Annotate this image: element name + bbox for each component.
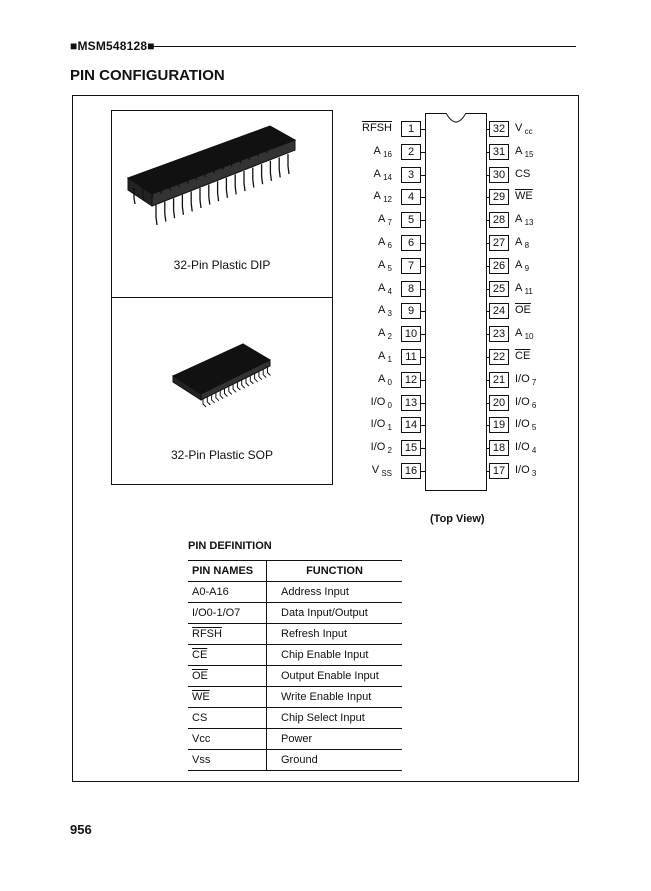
pin-name: V $_{cc}$ <box>515 122 533 137</box>
dip-lead <box>226 178 227 198</box>
sop-lead <box>203 399 206 407</box>
pin-name: A $_0$ <box>377 372 392 387</box>
sop-lead <box>237 382 240 390</box>
pin-name: A $_{12}$ <box>373 190 392 205</box>
dip-lead <box>156 205 157 225</box>
dip-lead <box>253 168 254 188</box>
square-bullet-icon: ■ <box>70 39 78 53</box>
dip-lead <box>218 181 219 201</box>
dip-lead <box>182 195 183 215</box>
pin-name: $\overline{OE}$ <box>515 304 531 317</box>
pin-name-cell: $\overline{CE}$ <box>188 645 267 666</box>
top-view-label: (Top View) <box>430 513 485 525</box>
pin-name: A $_{10}$ <box>515 327 534 342</box>
pin-number: 3 <box>401 167 421 183</box>
pin-number: 7 <box>401 258 421 274</box>
pin-number: 22 <box>489 349 509 365</box>
pin-lead <box>486 448 489 449</box>
pin-lead <box>421 289 425 290</box>
header-rule <box>150 46 576 47</box>
table-row <box>188 750 402 771</box>
dip-lead <box>200 188 201 208</box>
pin-name: I/O $_3$ <box>515 464 537 479</box>
function-cell: Chip Select Input <box>267 708 403 729</box>
dip-lead <box>165 202 166 222</box>
function-cell: Address Input <box>267 582 403 603</box>
function-cell: Write Enable Input <box>267 687 403 708</box>
pin-name-cell: CS <box>188 708 267 729</box>
pin-name: $\overline{CE}$ <box>515 350 531 362</box>
chip-body <box>425 113 487 491</box>
pin-lead <box>421 129 425 130</box>
table-row <box>188 666 402 687</box>
pin-lead <box>486 175 489 176</box>
dip-lead <box>209 185 210 205</box>
pin-number: 4 <box>401 189 421 205</box>
table-row <box>188 708 402 729</box>
dip-label: 32-Pin Plastic DIP <box>173 258 271 272</box>
pin-lead <box>486 129 489 130</box>
sop-lead <box>207 397 210 405</box>
pin-lead <box>421 175 425 176</box>
pin-number: 9 <box>401 303 421 319</box>
pin-name: A $_6$ <box>377 236 392 251</box>
pin-name: I/O $_7$ <box>515 372 537 387</box>
pin-name: I/O $_4$ <box>515 441 537 456</box>
pin-name: I/O $_2$ <box>370 441 392 456</box>
square-bullet-icon: ■ <box>147 39 155 53</box>
pin-number: 17 <box>489 463 509 479</box>
table-row <box>188 729 402 750</box>
pin-lead <box>421 243 425 244</box>
pin-name: A $_1$ <box>377 350 392 365</box>
pin-lead <box>486 220 489 221</box>
sop-lead <box>246 378 249 386</box>
pin-name: A $_{13}$ <box>515 213 534 228</box>
sop-lead <box>268 368 271 376</box>
sop-label: 32-Pin Plastic SOP <box>170 448 274 462</box>
pin-name: A $_{14}$ <box>373 167 392 182</box>
sop-package-image <box>165 338 285 413</box>
pin-number: 14 <box>401 417 421 433</box>
table-row <box>188 582 402 603</box>
pin-name-cell: RFSH <box>188 624 267 645</box>
pin-name: A $_{16}$ <box>373 144 392 159</box>
table-row <box>188 603 402 624</box>
pin-definition-title: PIN DEFINITION <box>188 540 272 552</box>
pin-lead <box>421 220 425 221</box>
pin-lead <box>486 357 489 358</box>
pin-lead <box>421 380 425 381</box>
dip-lead <box>262 164 263 184</box>
function-cell: Ground <box>267 750 403 771</box>
dip-lead <box>244 171 245 191</box>
sop-lead <box>263 370 266 378</box>
pin-number: 18 <box>489 440 509 456</box>
section-title: PIN CONFIGURATION <box>70 67 225 84</box>
pin-number: 29 <box>489 189 509 205</box>
pin-name: I/O $_0$ <box>370 395 392 410</box>
sop-lead <box>259 372 262 380</box>
pin-lead <box>486 311 489 312</box>
pin-number: 20 <box>489 395 509 411</box>
pin-definition-table <box>188 560 402 771</box>
pin-name: A $_5$ <box>377 258 392 273</box>
table-row <box>188 624 402 645</box>
pin-name: I/O $_5$ <box>515 418 537 433</box>
pin-number: 6 <box>401 235 421 251</box>
pin-lead <box>486 266 489 267</box>
pin-number: 19 <box>489 417 509 433</box>
sop-lead <box>242 380 245 388</box>
pin-number: 21 <box>489 372 509 388</box>
dip-lead <box>235 174 236 194</box>
dip-lead <box>191 191 192 211</box>
sop-lead <box>225 389 228 397</box>
pin-number: 2 <box>401 144 421 160</box>
pin-name: V $_{SS}$ <box>371 464 392 479</box>
pin-number: 27 <box>489 235 509 251</box>
pin-number: 31 <box>489 144 509 160</box>
dip-lead <box>279 157 280 177</box>
page-number: 956 <box>70 822 92 837</box>
package-divider <box>111 297 333 298</box>
sop-lead <box>255 374 258 382</box>
pin-lead <box>421 471 425 472</box>
sop-lead <box>229 386 232 394</box>
pin-lead <box>421 311 425 312</box>
pin-lead <box>486 289 489 290</box>
pin-name: I/O $_1$ <box>370 418 392 433</box>
function-cell: Power <box>267 729 403 750</box>
table-row <box>188 687 402 708</box>
sop-lead <box>220 391 223 399</box>
pin-name: A $_{11}$ <box>515 281 533 296</box>
pin-number: 15 <box>401 440 421 456</box>
pin-lead <box>421 448 425 449</box>
pin-number: 25 <box>489 281 509 297</box>
function-cell: Chip Enable Input <box>267 645 403 666</box>
function-cell: Output Enable Input <box>267 666 403 687</box>
pin-lead <box>486 197 489 198</box>
dip-lead <box>174 198 175 218</box>
pin-name-cell: Vcc <box>188 729 267 750</box>
pin-number: 23 <box>489 326 509 342</box>
pin-name: A $_8$ <box>515 236 530 251</box>
function-cell: Data Input/Output <box>267 603 403 624</box>
pin-lead <box>421 197 425 198</box>
pin-lead <box>421 357 425 358</box>
pin-name: A $_4$ <box>377 281 392 296</box>
dip-lead <box>288 154 289 174</box>
pin-number: 13 <box>401 395 421 411</box>
pin-lead <box>486 403 489 404</box>
sop-lead <box>216 393 219 401</box>
pin-lead <box>421 403 425 404</box>
pin-name: I/O $_6$ <box>515 395 537 410</box>
pin-name: A $_9$ <box>515 258 530 273</box>
pin-name-cell: $\overline{OE}$ <box>188 666 267 687</box>
col-pin-names: PIN NAMES <box>188 561 267 582</box>
pin-lead <box>486 425 489 426</box>
pin-lead <box>486 243 489 244</box>
chip-notch <box>445 113 467 127</box>
pin-lead <box>486 334 489 335</box>
pin-name: A $_7$ <box>377 213 392 228</box>
pin-number: 1 <box>401 121 421 137</box>
function-cell: Refresh Input <box>267 624 403 645</box>
pin-name-cell: Vss <box>188 750 267 771</box>
sop-lead <box>212 395 215 403</box>
pin-number: 12 <box>401 372 421 388</box>
pin-name: RFSH <box>362 122 392 134</box>
pin-name-cell: A0-A16 <box>188 582 267 603</box>
pin-lead <box>486 471 489 472</box>
pin-number: 30 <box>489 167 509 183</box>
sop-lead <box>250 376 253 384</box>
pin-name: A $_{15}$ <box>515 144 534 159</box>
pin-name-cell: $\overline{WE}$ <box>188 687 267 708</box>
pin-lead <box>421 266 425 267</box>
pin-name: CS <box>515 167 531 180</box>
dip-lead <box>270 161 271 181</box>
part-number: MSM548128 <box>77 39 148 53</box>
pin-lead <box>486 380 489 381</box>
pin-number: 5 <box>401 212 421 228</box>
col-function: FUNCTION <box>267 561 403 582</box>
sop-lead <box>233 384 236 392</box>
pin-number: 28 <box>489 212 509 228</box>
pin-number: 8 <box>401 281 421 297</box>
pin-number: 16 <box>401 463 421 479</box>
pin-lead <box>421 152 425 153</box>
pin-number: 24 <box>489 303 509 319</box>
pin-name: A $_2$ <box>377 327 392 342</box>
pin-name: A $_3$ <box>377 304 392 319</box>
pin-lead <box>421 425 425 426</box>
pin-lead <box>421 334 425 335</box>
pin-lead <box>486 152 489 153</box>
pin-number: 32 <box>489 121 509 137</box>
document-header <box>70 39 155 53</box>
pin-number: 10 <box>401 326 421 342</box>
pin-number: 11 <box>401 349 421 365</box>
pin-name: $\overline{WE}$ <box>515 190 533 203</box>
pin-number: 26 <box>489 258 509 274</box>
pin-name-cell: I/O0-1/O7 <box>188 603 267 624</box>
dip-package-image <box>120 118 320 233</box>
table-row <box>188 645 402 666</box>
